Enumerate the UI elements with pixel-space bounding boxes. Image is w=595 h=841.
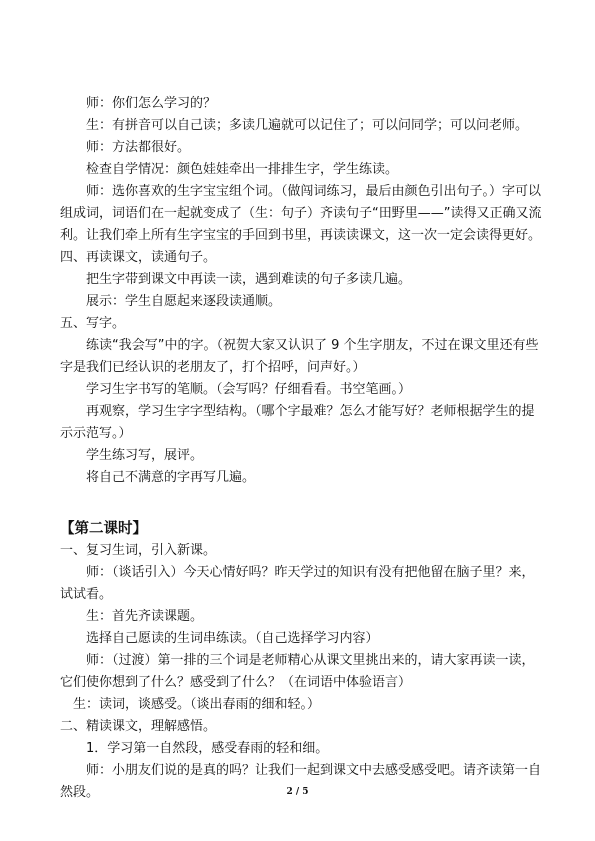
paragraph: 学习生字书写的笔顺。（会写吗？仔细看看。书空笔画。）	[86, 382, 412, 397]
paragraph: 学生练习写，展评。	[86, 448, 204, 463]
paragraph: 展示：学生自愿起来逐段读通顺。	[86, 294, 282, 309]
paragraph: 师：（谈话引入）今天心情好吗？昨天学过的知识有没有把他留在脑子里？来，试试看。	[60, 565, 535, 602]
lesson-one-section	[60, 93, 544, 489]
paragraph: 选择自己愿读的生词串练读。（自己选择学习内容）	[86, 631, 379, 646]
paragraph: 生：读词，谈感受。（谈出春雨的细和轻。）	[73, 697, 321, 712]
paragraph: 五、写字。	[60, 316, 126, 331]
paragraph: 师：你们怎么学习的？	[86, 96, 217, 111]
paragraph: 师：（过渡）第一排的三个词是老师精心从课文里挑出来的，请大家再读一读，它们使你想到了什么？感受到了什么？（在词语中体验语言）	[60, 653, 535, 690]
paragraph: 一、复习生词，引入新课。	[60, 543, 217, 558]
lesson-two-section	[60, 540, 544, 804]
lesson-heading: 【第二课时】	[60, 521, 147, 537]
section-gap	[60, 489, 544, 518]
paragraph: 检查自学情况：颜色娃娃牵出一排排生字，学生练读。	[86, 162, 399, 177]
paragraph: 师：小朋友们说的是真的吗？让我们一起到课文中去感受感受吧。请齐读第一自然段。	[60, 763, 542, 800]
paragraph: 二、精读课文，理解感悟。	[60, 719, 217, 734]
paragraph: 师：方法都很好。	[86, 140, 191, 155]
paragraph: 把生字带到课文中再读一读，遇到难读的句子多读几遍。	[86, 272, 412, 287]
paragraph: 练读“我会写”中的字。（祝贺大家又认识了 9 个生字朋友，不过在课文里还有些字是我们已经认识的老朋友了，打个招呼，问声好。）	[60, 338, 539, 375]
paragraph: 将自己不满意的字再写几遍。	[86, 470, 256, 485]
paragraph: 生：有拼音可以自己读；多读几遍就可以记住了；可以问同学；可以问老师。	[86, 118, 529, 133]
paragraph: 师：选你喜欢的生字宝宝组个词。（做闯词练习，最后由颜色引出句子。）字可以组成词，词语们在一起就变成了（生：句子）齐读句子“田野里——”读得又正确又流利。让我们牵上所有生字宝宝的手回到书里，再读读课文，这一次一定会读得更好。	[60, 184, 542, 243]
paragraph: 再观察，学习生字字型结构。（哪个字最难？怎么才能写好？老师根据学生的提示示范写。）	[60, 404, 535, 441]
document-body	[60, 93, 544, 804]
paragraph: 生：首先齐读课题。	[86, 609, 204, 624]
paragraph: 1．学习第一自然段，感受春雨的轻和细。	[86, 741, 329, 756]
page-number: 2 / 5	[286, 787, 309, 797]
paragraph: 四、再读课文，读通句子。	[60, 250, 217, 265]
